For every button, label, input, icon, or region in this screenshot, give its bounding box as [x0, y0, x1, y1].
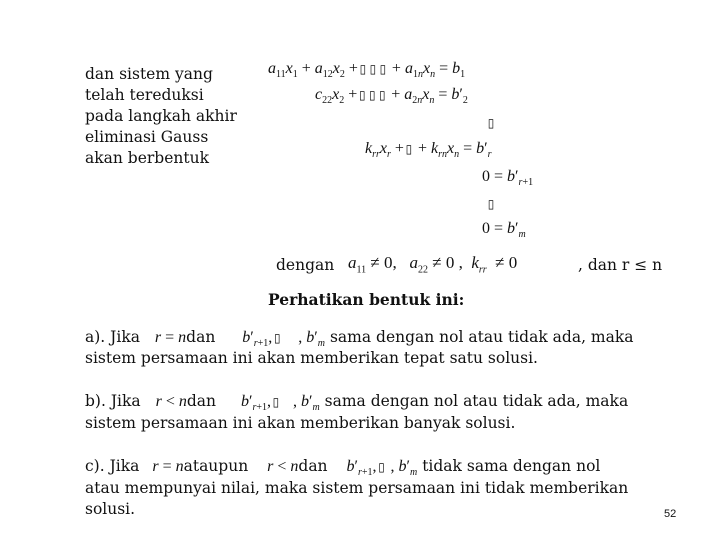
case-c-line-2: atau mempunyai nilai, maka sistem persamaan ini tidak memberikan — [85, 479, 629, 497]
equation-row-r-plus-1: $0 = b'_{r+1}$ — [482, 168, 534, 189]
case-b-math-r-lt-n: r < n — [155, 393, 187, 410]
dengan-label: dengan — [276, 256, 335, 274]
equation-row-2: $c_{22}x_2$ + ▯ ▯ ▯ + $a_{2n}x_n = b'_2$ — [315, 86, 468, 107]
case-b-prefix: b). Jika — [85, 392, 141, 410]
intro-line: telah tereduksi — [85, 86, 204, 104]
case-c-math-r-lt-n: r < n — [267, 458, 299, 475]
case-c-line-3: solusi. — [85, 500, 136, 518]
intro-line: eliminasi Gauss — [85, 128, 209, 146]
intro-line: dan sistem yang — [85, 65, 213, 83]
intro-line: pada langkah akhir — [85, 107, 237, 125]
equation-row-1: $a_{11}x_1 + a_{12}x_2$ + ▯ ▯ ▯ + $a_{1n}x_n = b_1$ — [268, 60, 466, 81]
case-a-prefix: a). Jika — [85, 328, 140, 346]
case-c-ataupun: ataupun — [183, 457, 249, 475]
equation-row-m: $0 = b'_m$ — [482, 220, 526, 241]
dengan-tail: , dan r ≤ n — [578, 256, 663, 274]
case-c-math-b-list: $b'_{r+1}$, ▯ , $b'_m$ — [346, 458, 418, 479]
case-a-line-2: sistem persamaan ini akan memberikan tepat satu solusi. — [85, 349, 538, 367]
intro-text — [85, 64, 237, 169]
case-a-math-b-list: $b'_{r+1}$, ▯ , $b'_m$ — [242, 329, 326, 350]
case-c-rest: tidak sama dengan nol — [422, 457, 601, 475]
vertical-ellipsis-placeholder: ▯ — [487, 116, 495, 130]
section-heading: Perhatikan bentuk ini: — [268, 290, 465, 309]
case-b-rest: sama dengan nol atau tidak ada, maka — [324, 392, 629, 410]
case-a-dan: dan — [186, 328, 216, 346]
case-c-math-r-eq-n: r = n — [152, 458, 184, 475]
case-b-line-2: sistem persamaan ini akan memberikan banyak solusi. — [85, 414, 516, 432]
case-c-dan: dan — [298, 457, 328, 475]
case-b-math-b-list: $b'_{r+1}$, ▯ , $b'_m$ — [240, 393, 320, 414]
case-a-math-r-eq-n: r = n — [154, 329, 187, 346]
dengan-conditions: $a_{11} \ne 0$, $a_{22} \ne 0$ , $k_{rr} \ne 0$ — [348, 253, 518, 276]
intro-line: akan berbentuk — [85, 149, 209, 167]
vertical-ellipsis-placeholder: ▯ — [487, 197, 495, 211]
case-b-dan: dan — [186, 392, 216, 410]
case-c-prefix: c). Jika — [85, 457, 140, 475]
equation-row-r: $k_{rr}x_r$ + ▯ + $k_{rn}x_n = b'_r$ — [365, 140, 492, 161]
case-a-rest: sama dengan nol atau tidak ada, maka — [329, 328, 634, 346]
page-number: 52 — [664, 508, 677, 520]
